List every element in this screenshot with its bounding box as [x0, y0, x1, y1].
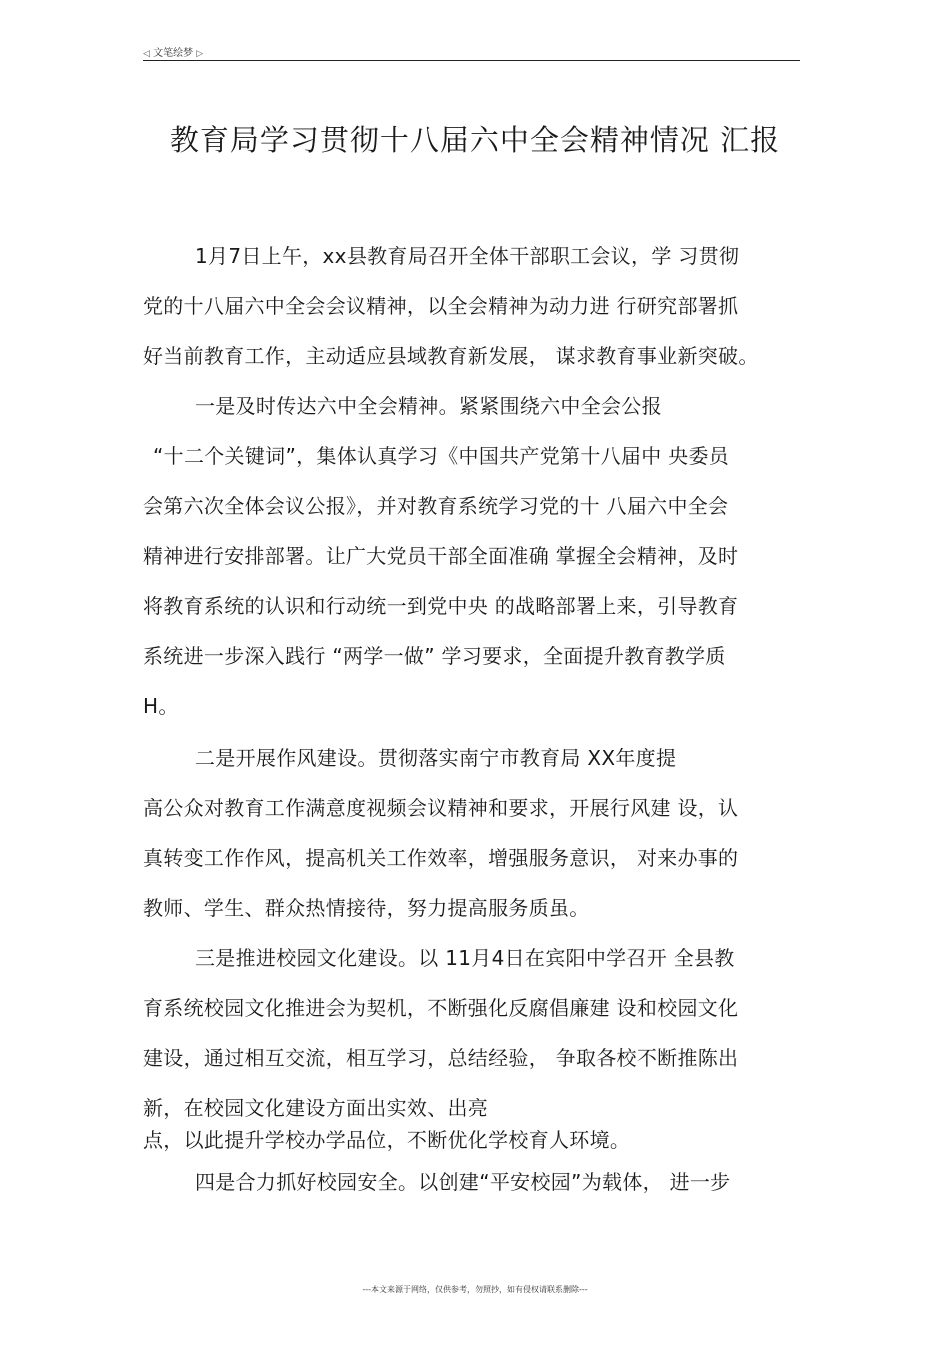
body-line: 三是推进校园文化建设。以 11月4日在宾阳中学召开 全县教	[195, 946, 735, 970]
body-line: 会第六次全体会议公报》，并对教育系统学习党的十 八届六中全会	[143, 494, 729, 518]
body-line: 将教育系统的认识和行动统一到党中央 的战略部署上来，引导教育	[143, 594, 739, 618]
body-line: 高公众对教育工作满意度视频会议精神和要求，开展行风建 设，认	[143, 796, 739, 820]
body-line: 教师、学生、群众热情接待，努力提高服务质虽。	[143, 896, 590, 920]
body-line: 二是开展作风建设。贯彻落实南宁市教育局 XX年度提	[195, 746, 677, 770]
body-line: 建设，通过相互交流，相互学习，总结经验， 争取各校不断推陈出	[143, 1046, 739, 1070]
body-line: 育系统校园文化推进会为契机，不断强化反腐倡廉建 设和校园文化	[143, 996, 739, 1020]
header-label: 文笔绘梦	[153, 48, 194, 59]
body-line: 点，以此提升学校办学品位，不断优化学校育人环境。	[143, 1128, 631, 1152]
body-line: 新，在校园文化建设方面出实效、出亮	[143, 1096, 489, 1120]
body-line: 系统进一步深入践行 “两学一做” 学习要求，全面提升教育教学质	[143, 644, 726, 668]
body-line: 一是及时传达六中全会精神。紧紧围绕六中全会公报	[195, 394, 662, 418]
body-line: 党的十八届六中全会会议精神，以全会精神为动力进 行研究部署抓	[143, 294, 739, 318]
body-line: “十二个关键词”，集体认真学习《中国共产党第十八届中 央委员	[153, 444, 730, 468]
right-triangle-icon: ▷	[196, 49, 204, 59]
body-line: 好当前教育工作，主动适应县域教育新发展， 谋求教育事业新突破。	[143, 344, 759, 368]
left-triangle-icon: ◁	[143, 49, 150, 59]
body-line: 真转变工作作风，提高机关工作效率，增强服务意识， 对来办事的	[143, 846, 739, 870]
body-line: 四是合力抓好校园安全。以创建“平安校园”为载体， 进一步	[195, 1170, 731, 1194]
document-title: 教育局学习贯彻十八届六中全会精神情况 汇报	[169, 123, 781, 157]
body-line: H。	[143, 694, 179, 718]
header-mark	[143, 44, 203, 59]
body-line: 1月7日上午，xx县教育局召开全体干部职工会议，学 习贯彻	[195, 244, 740, 268]
body-line: 精神进行安排部署。让广大党员干部全面准确 掌握全会精神，及时	[143, 544, 739, 568]
footer-disclaimer: ---本文来源于网络，仅供参考，勿照抄，如有侵权请联系删除---	[362, 1285, 588, 1294]
header-rule	[143, 60, 800, 61]
